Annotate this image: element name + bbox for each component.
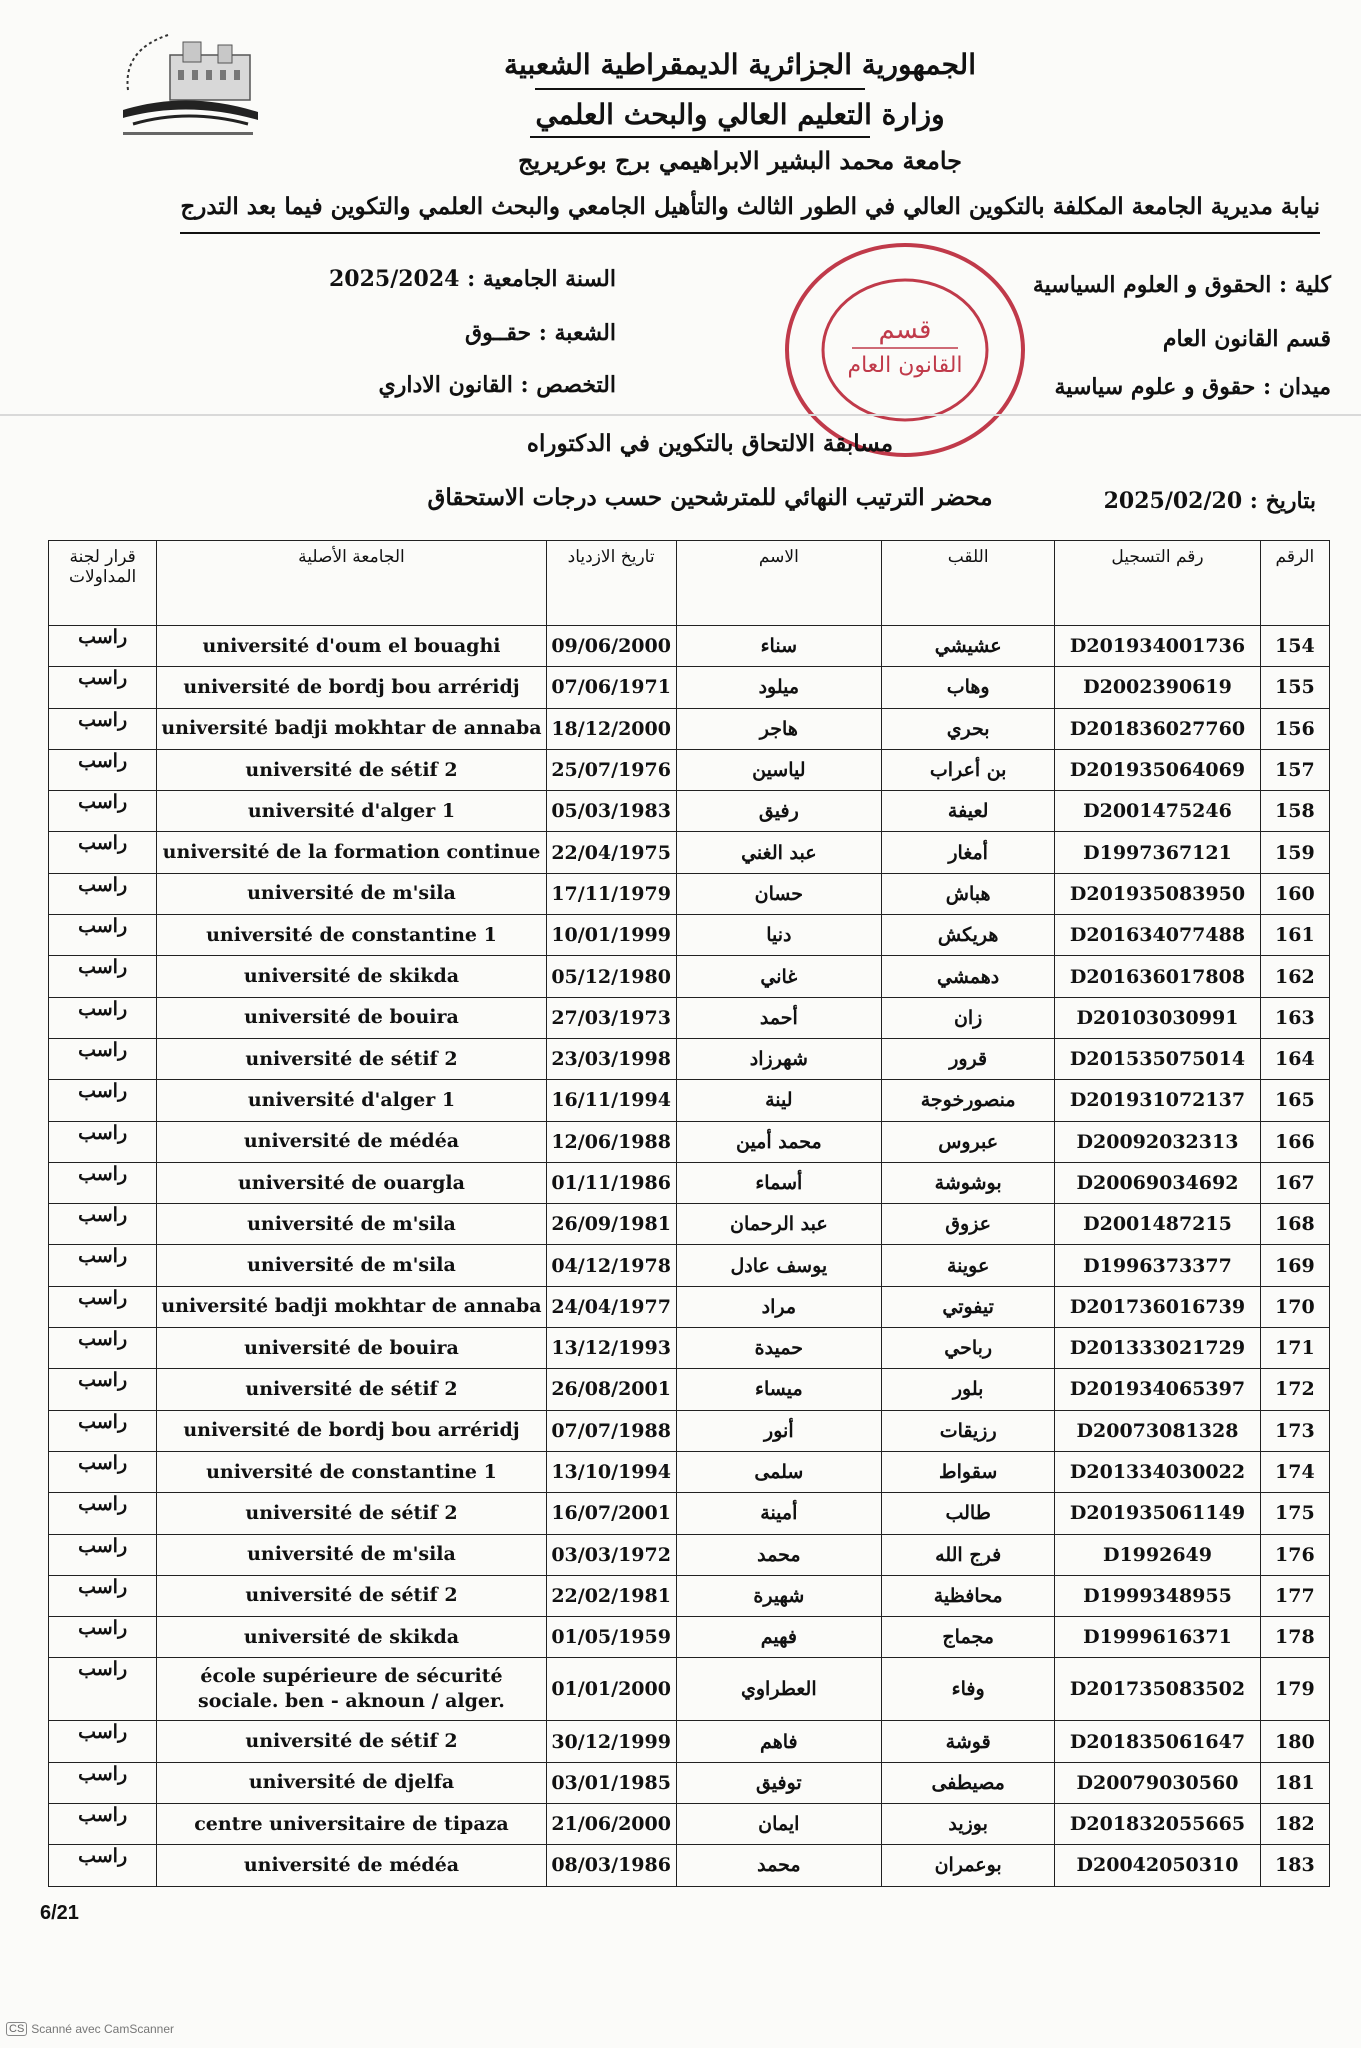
registration-number: D20092032313 — [1055, 1121, 1261, 1162]
birth-date: 07/07/1988 — [546, 1410, 676, 1451]
birth-date: 08/03/1986 — [546, 1845, 676, 1886]
birth-date: 05/03/1983 — [546, 791, 676, 832]
row-number: 170 — [1260, 1286, 1329, 1327]
registration-number: D2001475246 — [1055, 791, 1261, 832]
table-row — [49, 1038, 1330, 1079]
last-name: بلور — [882, 1369, 1055, 1410]
last-name: رزيقات — [882, 1410, 1055, 1451]
registration-number: D20042050310 — [1055, 1845, 1261, 1886]
birth-date: 03/01/1985 — [546, 1762, 676, 1803]
table-row — [49, 915, 1330, 956]
last-name: أمغار — [882, 832, 1055, 873]
row-number: 166 — [1260, 1121, 1329, 1162]
origin-university: université badji mokhtar de annaba — [157, 1286, 546, 1327]
table-row — [49, 1121, 1330, 1162]
registration-number: D201735083502 — [1055, 1658, 1261, 1721]
last-name: لعيفة — [882, 791, 1055, 832]
origin-university: université de médéa — [157, 1121, 546, 1162]
row-number: 177 — [1260, 1575, 1329, 1616]
registration-number: D201934065397 — [1055, 1369, 1261, 1410]
origin-university: école supérieure de sécurité sociale. ben - aknoun / alger. — [157, 1658, 546, 1721]
committee-decision: راسب — [49, 1845, 157, 1886]
committee-decision: راسب — [49, 1369, 157, 1410]
table-row — [49, 1204, 1330, 1245]
last-name: بن أعراب — [882, 749, 1055, 790]
col-header-first: الاسم — [676, 541, 882, 626]
committee-decision: راسب — [49, 832, 157, 873]
stamp-text-main: القانون العام — [847, 353, 963, 378]
table-row — [49, 1245, 1330, 1286]
committee-decision: راسب — [49, 873, 157, 914]
committee-decision: راسب — [49, 1410, 157, 1451]
last-name: وفاء — [882, 1658, 1055, 1721]
first-name: سلمى — [676, 1451, 882, 1492]
table-row — [49, 1493, 1330, 1534]
committee-decision: راسب — [49, 1286, 157, 1327]
last-name: مصيطفى — [882, 1762, 1055, 1803]
committee-decision: راسب — [49, 1575, 157, 1616]
registration-number: D201535075014 — [1055, 1038, 1261, 1079]
row-number: 160 — [1260, 873, 1329, 914]
table-row — [49, 1845, 1330, 1886]
committee-decision: راسب — [49, 956, 157, 997]
first-name: دنيا — [676, 915, 882, 956]
faculty-label: كلية : الحقوق و العلوم السياسية — [1032, 272, 1331, 298]
academic-year-label: السنة الجامعية : 2025/2024 — [328, 266, 616, 292]
birth-date: 26/08/2001 — [546, 1369, 676, 1410]
first-name: رفيق — [676, 791, 882, 832]
row-number: 162 — [1260, 956, 1329, 997]
birth-date: 13/12/1993 — [546, 1328, 676, 1369]
birth-date: 04/12/1978 — [546, 1245, 676, 1286]
registration-number: D1999348955 — [1055, 1575, 1261, 1616]
last-name: بحري — [882, 708, 1055, 749]
registration-number: D201935083950 — [1055, 873, 1261, 914]
committee-decision: راسب — [49, 1451, 157, 1492]
table-row — [49, 1286, 1330, 1327]
first-name: عبد الرحمان — [676, 1204, 882, 1245]
first-name: محمد — [676, 1845, 882, 1886]
origin-university: université de skikda — [157, 1617, 546, 1658]
col-header-reg: رقم التسجيل — [1055, 541, 1261, 626]
birth-date: 09/06/2000 — [546, 626, 676, 667]
page-number: 6/21 — [40, 1902, 79, 1924]
row-number: 159 — [1260, 832, 1329, 873]
department-label: قسم القانون العام — [1162, 326, 1331, 352]
birth-date: 30/12/1999 — [546, 1721, 676, 1762]
scanner-watermark — [6, 2022, 174, 2036]
committee-decision: راسب — [49, 1493, 157, 1534]
date-label: بتاريخ : 2025/02/20 — [1103, 488, 1316, 514]
birth-date: 26/09/1981 — [546, 1204, 676, 1245]
first-name: سناء — [676, 626, 882, 667]
table-row — [49, 626, 1330, 667]
birth-date: 01/05/1959 — [546, 1617, 676, 1658]
birth-date: 03/03/1972 — [546, 1534, 676, 1575]
last-name: رباحي — [882, 1328, 1055, 1369]
committee-decision: راسب — [49, 1328, 157, 1369]
last-name: عشيشي — [882, 626, 1055, 667]
contest-title: مسابقة الالتحاق بالتكوين في الدكتوراه — [526, 430, 894, 457]
origin-university: université de bouira — [157, 1328, 546, 1369]
col-header-num: الرقم — [1260, 541, 1329, 626]
first-name: هاجر — [676, 708, 882, 749]
heading-underline — [180, 232, 1320, 234]
origin-university: université de médéa — [157, 1845, 546, 1886]
origin-university: université de djelfa — [157, 1762, 546, 1803]
committee-decision: راسب — [49, 1658, 157, 1721]
birth-date: 07/06/1971 — [546, 667, 676, 708]
registration-number: D201334030022 — [1055, 1451, 1261, 1492]
registration-number: D1992649 — [1055, 1534, 1261, 1575]
candidates-table — [48, 540, 1330, 1887]
table-row — [49, 667, 1330, 708]
table-row — [49, 997, 1330, 1038]
birth-date: 13/10/1994 — [546, 1451, 676, 1492]
origin-university: université de skikda — [157, 956, 546, 997]
birth-date: 25/07/1976 — [546, 749, 676, 790]
row-number: 182 — [1260, 1804, 1329, 1845]
last-name: تيفوتي — [882, 1286, 1055, 1327]
birth-date: 21/06/2000 — [546, 1804, 676, 1845]
first-name: أحمد — [676, 997, 882, 1038]
last-name: قرور — [882, 1038, 1055, 1079]
origin-university: université de sétif 2 — [157, 749, 546, 790]
birth-date: 16/11/1994 — [546, 1080, 676, 1121]
first-name: فاهم — [676, 1721, 882, 1762]
origin-university: université de sétif 2 — [157, 1038, 546, 1079]
table-row — [49, 956, 1330, 997]
record-title: محضر الترتيب النهائي للمترشحين حسب درجات الاستحقاق — [427, 484, 993, 511]
row-number: 155 — [1260, 667, 1329, 708]
first-name: مراد — [676, 1286, 882, 1327]
committee-decision: راسب — [49, 1534, 157, 1575]
origin-university: université de sétif 2 — [157, 1369, 546, 1410]
first-name: محمد — [676, 1534, 882, 1575]
registration-number: D201636017808 — [1055, 956, 1261, 997]
first-name: حسان — [676, 873, 882, 914]
registration-number: D201736016739 — [1055, 1286, 1261, 1327]
origin-university: université de constantine 1 — [157, 1451, 546, 1492]
scanner-text: Scanné avec CamScanner — [31, 2022, 175, 2036]
col-header-uni: الجامعة الأصلية — [157, 541, 546, 626]
row-number: 165 — [1260, 1080, 1329, 1121]
directorate-heading: نيابة مديرية الجامعة المكلفة بالتكوين العالي في الطور الثالث والتأهيل الجامعي والبحث العلمي والتكوين فيما بعد التدرج — [180, 193, 1320, 220]
origin-university: université de la formation continue — [157, 832, 546, 873]
committee-decision: راسب — [49, 1245, 157, 1286]
table-row — [49, 1451, 1330, 1492]
last-name: بوشوشة — [882, 1162, 1055, 1203]
stamp-text-top: قسم — [878, 315, 932, 345]
registration-number: D201836027760 — [1055, 708, 1261, 749]
first-name: فهيم — [676, 1617, 882, 1658]
origin-university: université d'alger 1 — [157, 791, 546, 832]
origin-university: université d'alger 1 — [157, 1080, 546, 1121]
committee-decision: راسب — [49, 626, 157, 667]
last-name: سقواط — [882, 1451, 1055, 1492]
registration-number: D1999616371 — [1055, 1617, 1261, 1658]
university-logo — [108, 20, 278, 150]
birth-date: 12/06/1988 — [546, 1121, 676, 1162]
birth-date: 16/07/2001 — [546, 1493, 676, 1534]
col-header-decision: قرار لجنة المداولات — [49, 541, 157, 626]
committee-decision: راسب — [49, 1038, 157, 1079]
last-name: هريكش — [882, 915, 1055, 956]
first-name: ميساء — [676, 1369, 882, 1410]
table-row — [49, 708, 1330, 749]
registration-number: D201935061149 — [1055, 1493, 1261, 1534]
table-header-row — [49, 541, 1330, 626]
first-name: أسماء — [676, 1162, 882, 1203]
camscanner-icon: CS — [6, 2022, 27, 2036]
first-name: لياسين — [676, 749, 882, 790]
origin-university: université de sétif 2 — [157, 1575, 546, 1616]
row-number: 171 — [1260, 1328, 1329, 1369]
committee-decision: راسب — [49, 667, 157, 708]
col-header-dob: تاريخ الازدياد — [546, 541, 676, 626]
committee-decision: راسب — [49, 1162, 157, 1203]
committee-decision: راسب — [49, 791, 157, 832]
origin-university: université de bouira — [157, 997, 546, 1038]
row-number: 154 — [1260, 626, 1329, 667]
origin-university: université badji mokhtar de annaba — [157, 708, 546, 749]
last-name: فرج الله — [882, 1534, 1055, 1575]
table-row — [49, 791, 1330, 832]
registration-number: D201835061647 — [1055, 1721, 1261, 1762]
origin-university: université de m'sila — [157, 1534, 546, 1575]
row-number: 168 — [1260, 1204, 1329, 1245]
row-number: 180 — [1260, 1721, 1329, 1762]
birth-date: 22/04/1975 — [546, 832, 676, 873]
table-row — [49, 1617, 1330, 1658]
first-name: ايمان — [676, 1804, 882, 1845]
row-number: 176 — [1260, 1534, 1329, 1575]
last-name: مجماج — [882, 1617, 1055, 1658]
birth-date: 01/11/1986 — [546, 1162, 676, 1203]
committee-decision: راسب — [49, 1204, 157, 1245]
branch-label: الشعبة : حقــوق — [465, 320, 616, 346]
last-name: بوعمران — [882, 1845, 1055, 1886]
page-divider — [0, 414, 1361, 416]
row-number: 164 — [1260, 1038, 1329, 1079]
table-row — [49, 832, 1330, 873]
last-name: عزوق — [882, 1204, 1055, 1245]
republic-heading: الجمهورية الجزائرية الديمقراطية الشعبية — [503, 48, 976, 81]
table-row — [49, 1162, 1330, 1203]
registration-number: D2002390619 — [1055, 667, 1261, 708]
row-number: 161 — [1260, 915, 1329, 956]
registration-number: D20103030991 — [1055, 997, 1261, 1038]
last-name: بوزيد — [882, 1804, 1055, 1845]
origin-university: université de bordj bou arréridj — [157, 667, 546, 708]
last-name: هباش — [882, 873, 1055, 914]
heading-underline — [530, 136, 870, 138]
last-name: محافظية — [882, 1575, 1055, 1616]
birth-date: 17/11/1979 — [546, 873, 676, 914]
committee-decision: راسب — [49, 1721, 157, 1762]
last-name: عبروس — [882, 1121, 1055, 1162]
committee-decision: راسب — [49, 749, 157, 790]
registration-number: D201333021729 — [1055, 1328, 1261, 1369]
origin-university: centre universitaire de tipaza — [157, 1804, 546, 1845]
origin-university: université de m'sila — [157, 1245, 546, 1286]
row-number: 179 — [1260, 1658, 1329, 1721]
committee-decision: راسب — [49, 708, 157, 749]
table-row — [49, 1658, 1330, 1721]
birth-date: 22/02/1981 — [546, 1575, 676, 1616]
birth-date: 23/03/1998 — [546, 1038, 676, 1079]
university-heading: جامعة محمد البشير الابراهيمي برج بوعريريج — [517, 146, 963, 175]
row-number: 163 — [1260, 997, 1329, 1038]
row-number: 167 — [1260, 1162, 1329, 1203]
row-number: 156 — [1260, 708, 1329, 749]
row-number: 173 — [1260, 1410, 1329, 1451]
last-name: طالب — [882, 1493, 1055, 1534]
row-number: 169 — [1260, 1245, 1329, 1286]
birth-date: 27/03/1973 — [546, 997, 676, 1038]
last-name: عوينة — [882, 1245, 1055, 1286]
registration-number: D201935064069 — [1055, 749, 1261, 790]
first-name: لينة — [676, 1080, 882, 1121]
table-row — [49, 1575, 1330, 1616]
birth-date: 05/12/1980 — [546, 956, 676, 997]
last-name: منصورخوجة — [882, 1080, 1055, 1121]
registration-number: D1997367121 — [1055, 832, 1261, 873]
row-number: 158 — [1260, 791, 1329, 832]
origin-university: université de bordj bou arréridj — [157, 1410, 546, 1451]
origin-university: université de m'sila — [157, 1204, 546, 1245]
last-name: زان — [882, 997, 1055, 1038]
row-number: 183 — [1260, 1845, 1329, 1886]
last-name: دهمشي — [882, 956, 1055, 997]
first-name: حميدة — [676, 1328, 882, 1369]
birth-date: 24/04/1977 — [546, 1286, 676, 1327]
last-name: وهاب — [882, 667, 1055, 708]
registration-number: D20069034692 — [1055, 1162, 1261, 1203]
table-row — [49, 1080, 1330, 1121]
registration-number: D20073081328 — [1055, 1410, 1261, 1451]
first-name: العطراوي — [676, 1658, 882, 1721]
first-name: ميلود — [676, 667, 882, 708]
heading-underline — [535, 88, 865, 90]
origin-university: université de constantine 1 — [157, 915, 546, 956]
birth-date: 10/01/1999 — [546, 915, 676, 956]
origin-university: université de ouargla — [157, 1162, 546, 1203]
committee-decision: راسب — [49, 1121, 157, 1162]
registration-number: D201832055665 — [1055, 1804, 1261, 1845]
committee-decision: راسب — [49, 915, 157, 956]
row-number: 175 — [1260, 1493, 1329, 1534]
first-name: محمد أمين — [676, 1121, 882, 1162]
origin-university: université de sétif 2 — [157, 1493, 546, 1534]
table-row — [49, 1534, 1330, 1575]
first-name: غاني — [676, 956, 882, 997]
committee-decision: راسب — [49, 1617, 157, 1658]
table-row — [49, 1762, 1330, 1803]
committee-decision: راسب — [49, 1080, 157, 1121]
registration-number: D1996373377 — [1055, 1245, 1261, 1286]
row-number: 157 — [1260, 749, 1329, 790]
registration-number: D201934001736 — [1055, 626, 1261, 667]
committee-decision: راسب — [49, 997, 157, 1038]
table-row — [49, 1721, 1330, 1762]
registration-number: D201931072137 — [1055, 1080, 1261, 1121]
registration-number: D201634077488 — [1055, 915, 1261, 956]
table-row — [49, 749, 1330, 790]
field-label: ميدان : حقوق و علوم سياسية — [1054, 374, 1331, 400]
table-row — [49, 1369, 1330, 1410]
first-name: شهيرة — [676, 1575, 882, 1616]
first-name: يوسف عادل — [676, 1245, 882, 1286]
first-name: شهرزاد — [676, 1038, 882, 1079]
birth-date: 01/01/2000 — [546, 1658, 676, 1721]
row-number: 174 — [1260, 1451, 1329, 1492]
row-number: 172 — [1260, 1369, 1329, 1410]
first-name: توفيق — [676, 1762, 882, 1803]
col-header-last: اللقب — [882, 541, 1055, 626]
origin-university: université de m'sila — [157, 873, 546, 914]
first-name: أنور — [676, 1410, 882, 1451]
row-number: 178 — [1260, 1617, 1329, 1658]
table-row — [49, 873, 1330, 914]
ministry-heading: وزارة التعليم العالي والبحث العلمي — [535, 98, 945, 131]
first-name: أمينة — [676, 1493, 882, 1534]
committee-decision: راسب — [49, 1804, 157, 1845]
registration-number: D20079030560 — [1055, 1762, 1261, 1803]
origin-university: université d'oum el bouaghi — [157, 626, 546, 667]
birth-date: 18/12/2000 — [546, 708, 676, 749]
registration-number: D2001487215 — [1055, 1204, 1261, 1245]
committee-decision: راسب — [49, 1762, 157, 1803]
table-row — [49, 1328, 1330, 1369]
origin-university: université de sétif 2 — [157, 1721, 546, 1762]
first-name: عبد الغني — [676, 832, 882, 873]
specialty-label: التخصص : القانون الاداري — [378, 372, 616, 398]
table-row — [49, 1804, 1330, 1845]
last-name: قوشة — [882, 1721, 1055, 1762]
row-number: 181 — [1260, 1762, 1329, 1803]
table-row — [49, 1410, 1330, 1451]
